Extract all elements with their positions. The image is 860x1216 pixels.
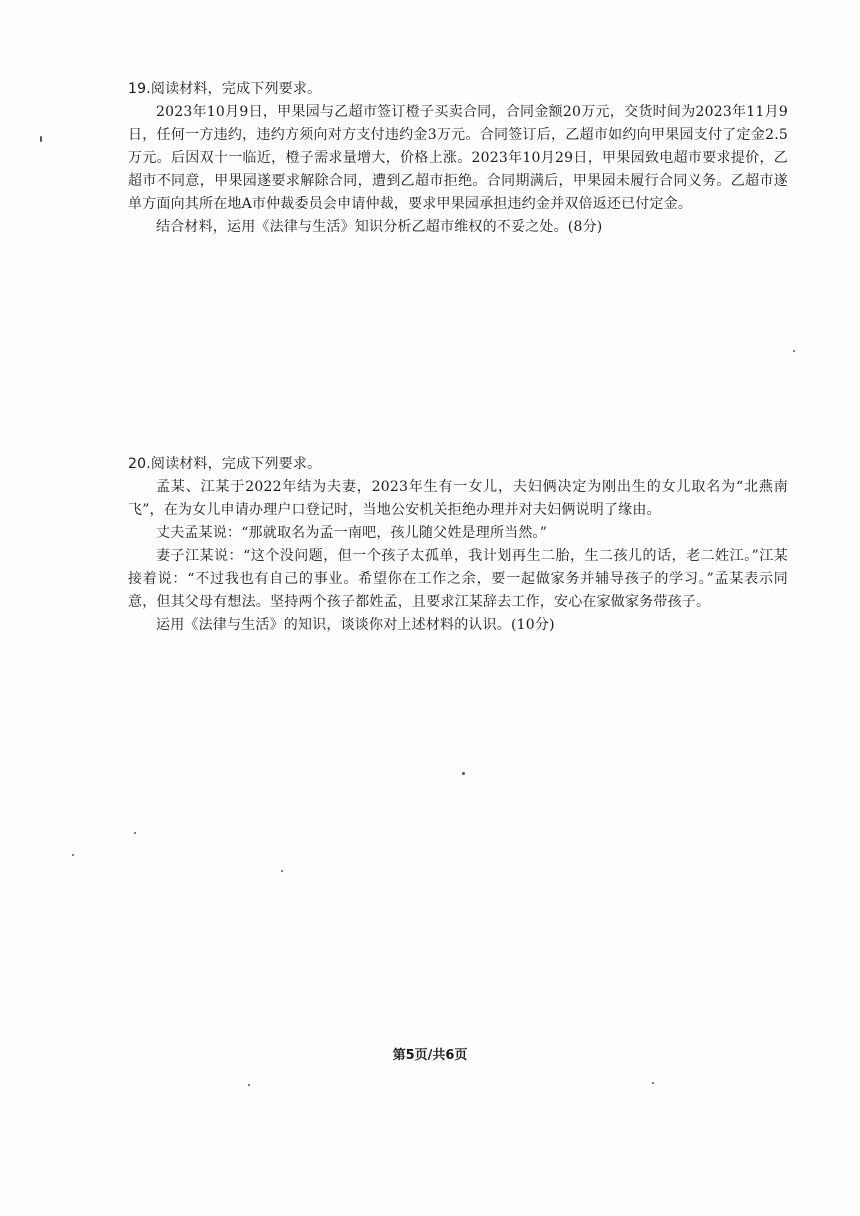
question-19-material: 2023年10月9日，甲果园与乙超市签订橙子买卖合同，合同金额20万元，交货时间为2023年11月9日，任何一方违约，违约方须向对方支付违约金3万元。合同签订后，乙超市如约向甲果园支付了定金2.5万元。后因双十一临近，橙子需求量增大，价格上涨。2023年10月29日，甲果园致电超市要求提价，乙超市不同意，甲果园遂要求解除合同，遭到乙超市拒绝。合同期满后，甲果园未履行合同义务。乙超市遂单方面向其所在地A市仲裁委员会申请仲裁，要求甲果园承担违约金并双倍返还已付定金。 xyxy=(128,104,788,212)
scan-speck xyxy=(281,870,283,872)
question-20-title: 20.阅读材料，完成下列要求。 xyxy=(128,456,322,472)
scan-speck xyxy=(652,1082,654,1084)
scan-speck xyxy=(40,136,42,142)
scan-speck xyxy=(134,832,136,834)
question-20-material: 孟某、江某于2022年结为夫妻，2023年生有一女儿，夫妇俩决定为刚出生的女儿取名为“北燕南飞”，在为女儿申请办理户口登记时，当地公安机关拒绝办理并对夫妇俩说明了缘由。 xyxy=(128,479,788,518)
question-19-title: 19.阅读材料，完成下列要求。 xyxy=(128,81,322,97)
question-20-prompt: 运用《法律与生活》的知识，谈谈你对上述材料的认识。(10分) xyxy=(156,617,555,633)
question-19 xyxy=(128,78,788,239)
question-20-husband-quote: 丈夫孟某说：“那就取名为孟一南吧，孩儿随父姓是理所当然。” xyxy=(156,525,548,541)
question-19-prompt: 结合材料，运用《法律与生活》知识分析乙超市维权的不妥之处。(8分) xyxy=(156,219,603,235)
scan-speck xyxy=(462,772,465,775)
scan-speck xyxy=(248,1084,250,1086)
scan-speck xyxy=(72,854,74,856)
page-number: 第5页/共6页 xyxy=(392,1048,468,1063)
question-20-wife-quote: 妻子江某说：“这个没问题，但一个孩子太孤单，我计划再生二胎，生二孩儿的话，老二姓江。”江某接着说：“不过我也有自己的事业。希望你在工作之余，要一起做家务并辅导孩子的学习。”孟某表示同意，但其父母有想法。坚持两个孩子都姓孟，且要求江某辞去工作，安心在家做家务带孩子。 xyxy=(128,548,788,610)
scan-speck xyxy=(793,350,795,352)
question-20 xyxy=(128,453,788,637)
